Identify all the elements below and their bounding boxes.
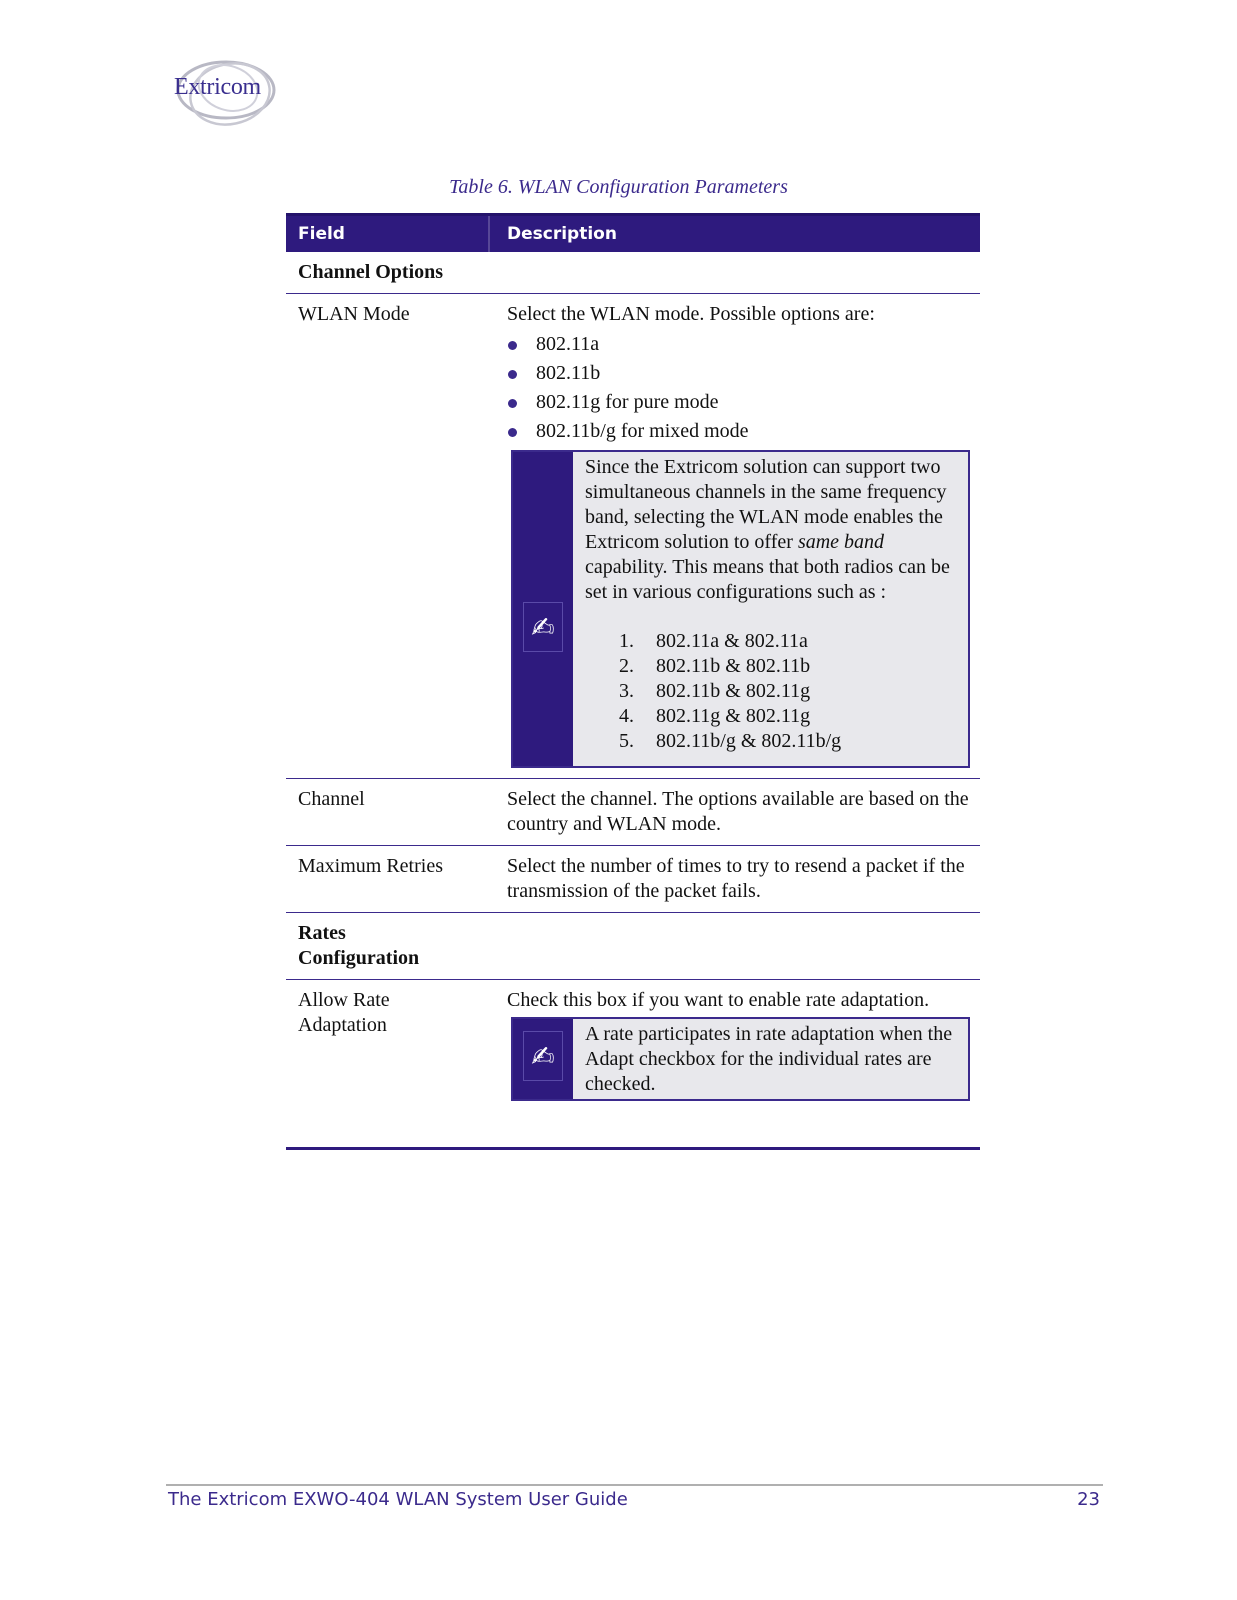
pencil-note-icon: ✍ [523,602,563,652]
header-field: Field [298,224,345,244]
extricom-logo [168,52,280,130]
field-wlan-mode: WLAN Mode [298,303,410,325]
table-bottom-rule [286,1147,980,1150]
footer-title: The Extricom EXWO-404 WLAN System User Guide [168,1489,628,1510]
logo-text: Extricom [174,74,261,100]
table-row-allow-rate [286,980,980,1109]
list-item: 2. 802.11b & 802.11b [619,655,811,677]
header-divider [488,216,490,252]
note-box [511,1017,970,1101]
list-item: 4. 802.11g & 802.11g [619,705,811,727]
table-caption: Table 6. WLAN Configuration Parameters [449,176,788,198]
note-bar [513,452,573,766]
note-bar [513,1019,573,1099]
list-item: 802.11a [507,330,980,359]
desc-text: Select the WLAN mode. Possible options are: [507,303,875,325]
list-item: 802.11g for pure mode [507,388,980,417]
desc-max-retries: Select the number of times to try to resend a packet if the transmission of the packet fails. [507,855,965,902]
desc-allow-rate [496,980,980,1109]
wlan-mode-options [507,330,980,446]
note-text: A rate participates in rate adaptation when the Adapt checkbox for the individual rates are checked. [585,1023,953,1095]
table-header [286,213,980,252]
table-row-wlan-mode [286,294,980,779]
section-title: Channel Options [298,261,444,283]
desc-channel: Select the channel. The options available are based on the country and WLAN mode. [507,788,969,835]
section-title: Rates Configuration [298,922,420,969]
page-footer [168,1489,1100,1510]
list-item: 5. 802.11b/g & 802.11b/g [619,730,842,752]
list-item: 1. 802.11a & 802.11a [619,630,808,652]
pencil-note-icon: ✍ [523,1031,563,1081]
field-max-retries: Maximum Retries [298,855,443,877]
note-box [511,450,970,768]
desc-text: Check this box if you want to enable rate adaptation. [507,989,930,1011]
section-channel-options [286,252,980,294]
desc-wlan-mode [496,294,980,778]
header-description: Description [507,224,617,244]
note-text: Since the Extricom solution can support two simultaneous channels in the same frequency band, selecting the WLAN mode enables the Extricom solution to offer same band capability. This means that both radios can be set in various configurations such as : 1. 802.11a & 802.11a 2. 802.11b & 802.11b 3. 802.11b & 802.11g 4. 802.11g & 802.11g 5. 802.11b/g & 802.11b/g [573,452,968,766]
list-item: 3. 802.11b & 802.11g [619,680,811,702]
table-row-channel [286,779,980,846]
list-item: 802.11b/g for mixed mode [507,417,980,446]
list-item: 802.11b [507,359,980,388]
field-channel: Channel [298,788,365,810]
config-pairs-list [585,629,958,754]
field-allow-rate: Allow Rate Adaptation [298,989,390,1036]
section-rates-configuration [286,913,980,980]
footer-divider [166,1484,1103,1486]
wlan-config-table [286,213,980,1150]
page-number: 23 [1077,1489,1100,1510]
table-row-max-retries [286,846,980,913]
